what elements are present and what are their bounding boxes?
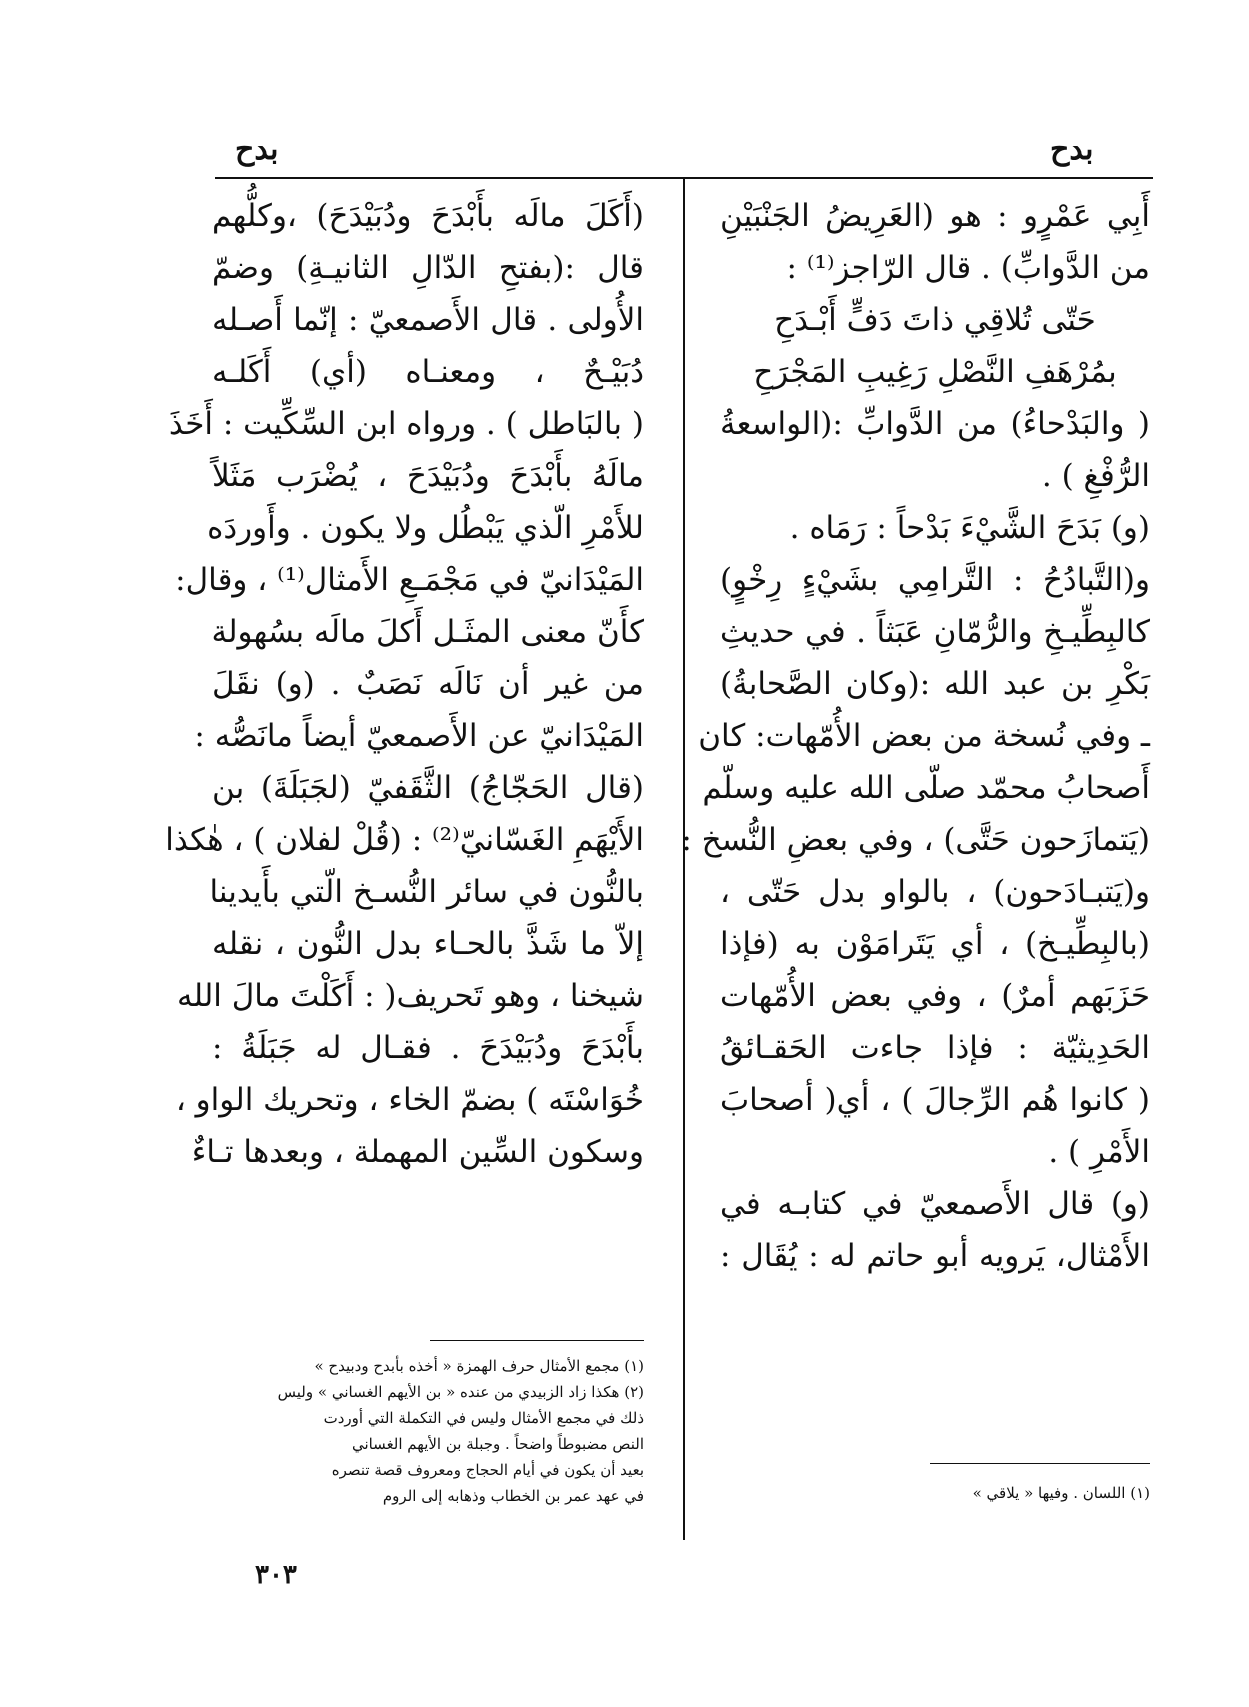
- text-line: ( كانوا هُم الرِّجالَ ) ، أي( أصحابَ: [720, 1082, 1150, 1118]
- text-line: (و) قال الأَصمعيّ في كتابـه في: [720, 1186, 1150, 1222]
- text-line: حَزَبَهم أمرٌ) ، وفي بعض الأُمّهات: [720, 978, 1150, 1014]
- text-line: إلاّ ما شَذَّ بالحـاء بدل النُّون ، نقله: [212, 926, 644, 962]
- text-line: (و) بَدَحَ الشَّيْءَ بَدْحاً : رَمَاه .: [789, 510, 1150, 546]
- footnote-line: (١) اللسان . وفيها « يلاقي »: [972, 1484, 1150, 1502]
- text-line: (بالبِطِّيـخ) ، أي يَتَرامَوْن به (فإذا: [720, 926, 1150, 962]
- running-head-left: بدح: [235, 132, 279, 167]
- text-line: الأَمْرِ ) .: [1048, 1134, 1150, 1170]
- footnote-line: (١) مجمع الأمثال حرف الهمزة « أخذه بأبدح ودبيدح »: [314, 1357, 644, 1375]
- verse-line: بمُرْهَفِ النَّصْلِ رَغِيبِ المَجْرَحِ: [753, 354, 1117, 390]
- text-line: بالنُّون في سائر النُّسـخ الّتي بأَيدينا: [209, 874, 644, 910]
- text-line: شيخنا ، وهو تَحريف( : أَكَلْتَ مالَ الله: [176, 978, 644, 1014]
- footnote-line: في عهد عمر بن الخطاب وذهابه إلى الروم: [382, 1487, 644, 1505]
- text-line: الأُولى . قال الأَصمعيّ : إنّما أَصـله: [212, 302, 644, 338]
- text-line: من الدَّوابِّ) . قال الرّاجز⁽¹⁾ :: [786, 250, 1150, 286]
- footnotes-left: [212, 1353, 644, 1509]
- verse-line: حَتّى تُلاقِي ذاتَ دَفٍّ أَبْـدَحِ: [774, 302, 1096, 338]
- text-line: الأَيْهَمِ الغَسّانيّ⁽²⁾ : (قُلْ لفلان ) ، هٰكذا: [165, 822, 644, 858]
- text-line: ( والبَدْحاءُ) من الدَّوابِّ :(الواسعةُ: [720, 406, 1150, 442]
- text-line: بأَبْدَحَ ودُبَيْدَحَ . فقـال له جَبَلَةُ :: [212, 1030, 644, 1066]
- text-line: دُبَيْـحٌ ، ومعنـاه (أي) أَكَلـه: [212, 354, 644, 390]
- text-line: أَبِي عَمْرٍو : هو (العَرِيضُ الجَنْبَيْنِ: [720, 198, 1150, 234]
- footnote-line: ذلك في مجمع الأمثال وليس في التكملة التي أوردت: [323, 1409, 644, 1427]
- text-line: كالبِطِّيـخِ والرُّمّانِ عَبَثاً . في حديثِ: [720, 614, 1150, 650]
- footnote-rule-right: [930, 1463, 1150, 1464]
- footnote-line: (٢) هكذا زاد الزبيدي من عنده « بن الأيهم الغساني » وليس: [277, 1383, 644, 1401]
- text-line: أَصحابُ محمّد صلّى الله عليه وسلّم: [702, 770, 1150, 806]
- text-line: (يَتمازَحون حَتَّى) ، وفي بعضِ النُّسخ :: [681, 822, 1150, 858]
- text-line: و(يَتبـادَحون) ، بالواو بدل حَتّى ،: [720, 874, 1150, 910]
- text-line: مالَهُ بأَبْدَحَ ودُبَيْدَحَ ، يُضْرَب مَثَلاً: [212, 458, 644, 494]
- footnote-line: النص مضبوطاً واضحاً . وجبلة بن الأيهم الغساني: [351, 1435, 644, 1453]
- text-line: خُوَاسْتَه ) بضمّ الخاء ، وتحريك الواو ،: [175, 1082, 644, 1118]
- text-line: للأَمْرِ الّذي يَبْطُل ولا يكون . وأَوردَه: [207, 510, 644, 546]
- text-line: بَكْرِ بن عبد الله :(وكان الصَّحابةُ): [720, 666, 1150, 702]
- text-line: الرُّفْغِ ) .: [1041, 458, 1150, 494]
- text-line: الحَدِيثيّة : فإذا جاءت الحَقـائقُ: [720, 1030, 1150, 1066]
- footnote-line: بعيد أن يكون في أيام الحجاج ومعروف قصة تنصره: [331, 1461, 644, 1479]
- running-head-right: بدح: [1050, 132, 1094, 167]
- text-line: (قال الحَجّاجُ) الثَّقَفيّ (لجَبَلَةَ) بن: [212, 770, 644, 806]
- right-column: [681, 190, 1150, 1282]
- text-line: المَيْدَانيّ في مَجْمَـعِ الأَمثال⁽¹⁾ ، وقال:: [175, 562, 644, 598]
- page-number: ٣٠٣: [255, 1560, 297, 1590]
- text-line: و(التَّبادُحُ : التَّرامِي بشَيْءٍ رِخْوٍ): [720, 562, 1150, 598]
- text-line: ( بالبَاطل ) . ورواه ابن السِّكِّيت : أَخَذَ: [168, 406, 644, 442]
- text-line: الأَمْثال، يَرويه أبو حاتم له : يُقَال :: [720, 1238, 1150, 1274]
- text-line: من غير أن نَالَه نَصَبٌ . (و) نقَلَ: [212, 666, 644, 702]
- text-line: وسكون السِّين المهملة ، وبعدها تـاءٌ: [191, 1134, 644, 1170]
- footnotes-right: [720, 1480, 1150, 1506]
- text-line: (أَكَلَ مالَه بأَبْدَحَ ودُبَيْدَحَ) ،وكلُّهم: [212, 198, 644, 234]
- footnote-rule-left: [430, 1340, 644, 1341]
- text-line: ـ وفي نُسخة من بعض الأُمّهات: كان: [698, 718, 1150, 754]
- text-line: كأَنّ معنى المثَـل أَكلَ مالَه بسُهولة: [211, 614, 644, 650]
- left-column: [165, 190, 644, 1178]
- text-line: قال :(بفتحِ الدّالِ الثانيـةِ) وضمّ: [212, 250, 644, 286]
- text-line: المَيْدَانيّ عن الأَصمعيّ أيضاً مانَصُّه :: [194, 718, 644, 754]
